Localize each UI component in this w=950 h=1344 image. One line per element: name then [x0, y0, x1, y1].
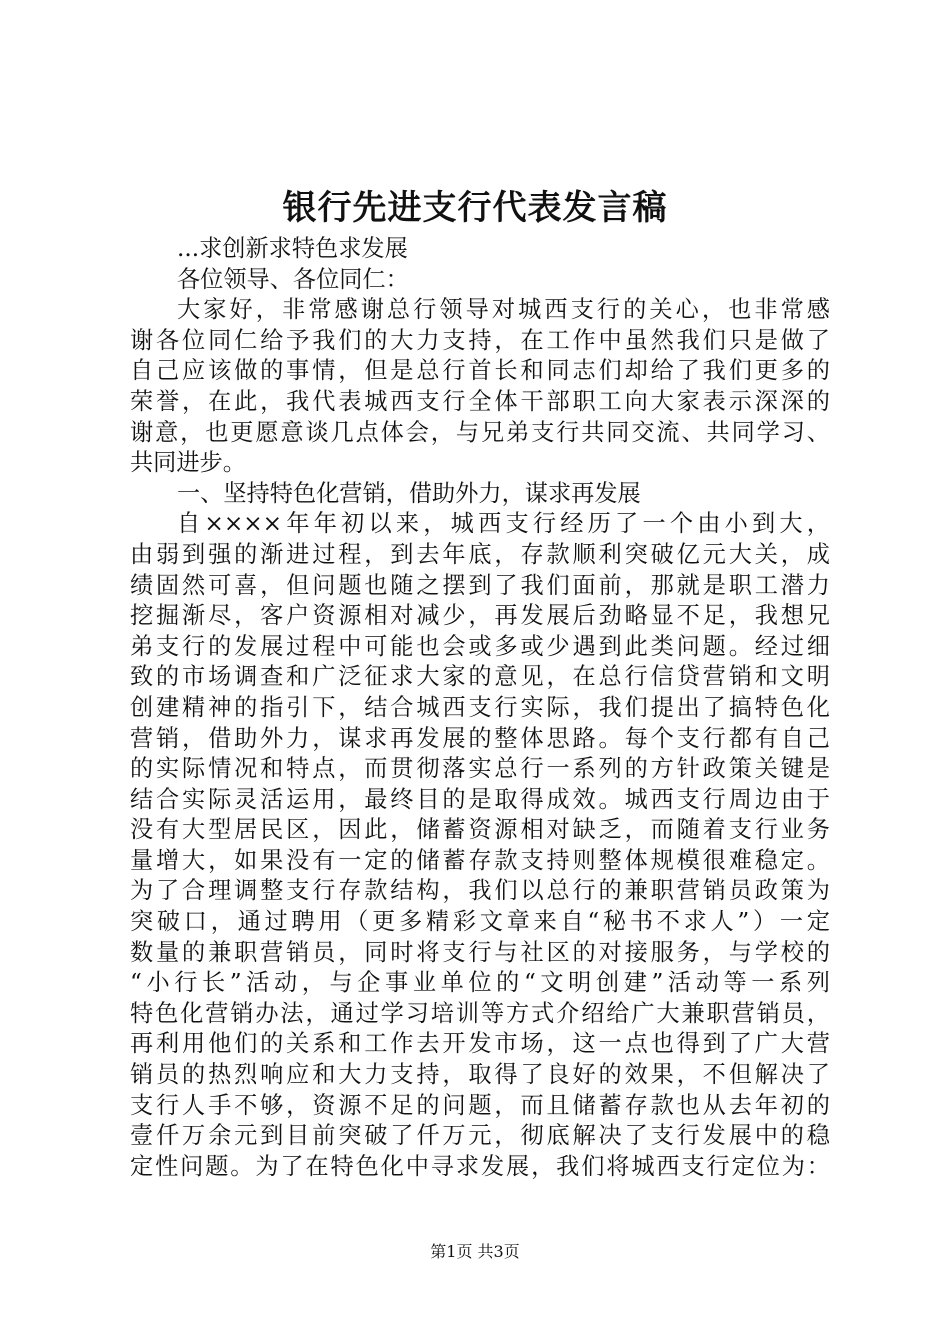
text-line: 一、坚持特色化营销，借助外力，谋求再发展 [177, 479, 641, 507]
text-line: 绩固然可喜，但问题也随之摆到了我们面前，那就是职工潜力 [130, 571, 830, 599]
text-line: 荣誉，在此，我代表城西支行全体干部职工向大家表示深深的 [130, 387, 830, 415]
text-line: 为了合理调整支行存款结构，我们以总行的兼职营销员政策为 [130, 877, 830, 905]
text-line: ...求创新求特色求发展 [177, 235, 408, 262]
text-line: 量增大，如果没有一定的储蓄存款支持则整体规模很难稳定。 [130, 846, 830, 874]
text-line: “小行长”活动，与企事业单位的“文明创建”活动等一系列 [130, 969, 830, 997]
text-line: 共同进步。 [130, 449, 246, 477]
text-line: 各位领导、各位同仁： [177, 265, 409, 293]
text-line: 壹仟万余元到目前突破了仟万元，彻底解决了支行发展中的稳 [130, 1122, 830, 1150]
text-line: 数量的兼职营销员，同时将支行与社区的对接服务，与学校的 [130, 938, 830, 966]
text-line: 没有大型居民区，因此，储蓄资源相对缺乏，而随着支行业务 [130, 816, 830, 844]
document-title: 银行先进支行代表发言稿 [282, 188, 668, 228]
text-line: 定性问题。为了在特色化中寻求发展，我们将城西支行定位为： [130, 1152, 830, 1180]
text-line: 谢各位同仁给予我们的大力支持，在工作中虽然我们只是做了 [130, 326, 830, 354]
text-line: 由弱到强的渐进过程，到去年底，存款顺利突破亿元大关，成 [130, 540, 830, 568]
text-line: 再利用他们的关系和工作去开发市场，这一点也得到了广大营 [130, 1030, 830, 1058]
text-line: 致的市场调查和广泛征求大家的意见，在总行信贷营销和文明 [130, 663, 830, 691]
text-line: 创建精神的指引下，结合城西支行实际，我们提出了搞特色化 [130, 693, 830, 721]
document-body [130, 234, 830, 1182]
text-line: 谢意，也更愿意谈几点体会，与兄弟支行共同交流、共同学习、 [130, 418, 830, 446]
text-line: 的实际情况和特点，而贯彻落实总行一系列的方针政策关键是 [130, 755, 830, 783]
text-line: 自××××年年初以来，城西支行经历了一个由小到大， [177, 510, 830, 538]
text-line: 大家好，非常感谢总行领导对城西支行的关心，也非常感 [177, 296, 830, 324]
text-line: 特色化营销办法，通过学习培训等方式介绍给广大兼职营销员， [130, 999, 830, 1027]
text-line: 挖掘渐尽，客户资源相对减少，再发展后劲略显不足，我想兄 [130, 602, 830, 630]
page-footer: 第1页 共3页 [430, 1242, 520, 1261]
text-line: 结合实际灵活运用，最终目的是取得成效。城西支行周边由于 [130, 785, 830, 813]
text-line: 弟支行的发展过程中可能也会或多或少遇到此类问题。经过细 [130, 632, 830, 660]
text-line: 支行人手不够，资源不足的问题，而且储蓄存款也从去年初的 [130, 1091, 830, 1119]
text-line: 销员的热烈响应和大力支持，取得了良好的效果，不但解决了 [130, 1061, 830, 1089]
text-line: 营销，借助外力，谋求再发展的整体思路。每个支行都有自己 [130, 724, 830, 752]
text-line: 自己应该做的事情，但是总行首长和同志们却给了我们更多的 [130, 357, 830, 385]
text-line: 突破口，通过聘用（更多精彩文章来自“秘书不求人”）一定 [130, 908, 830, 936]
